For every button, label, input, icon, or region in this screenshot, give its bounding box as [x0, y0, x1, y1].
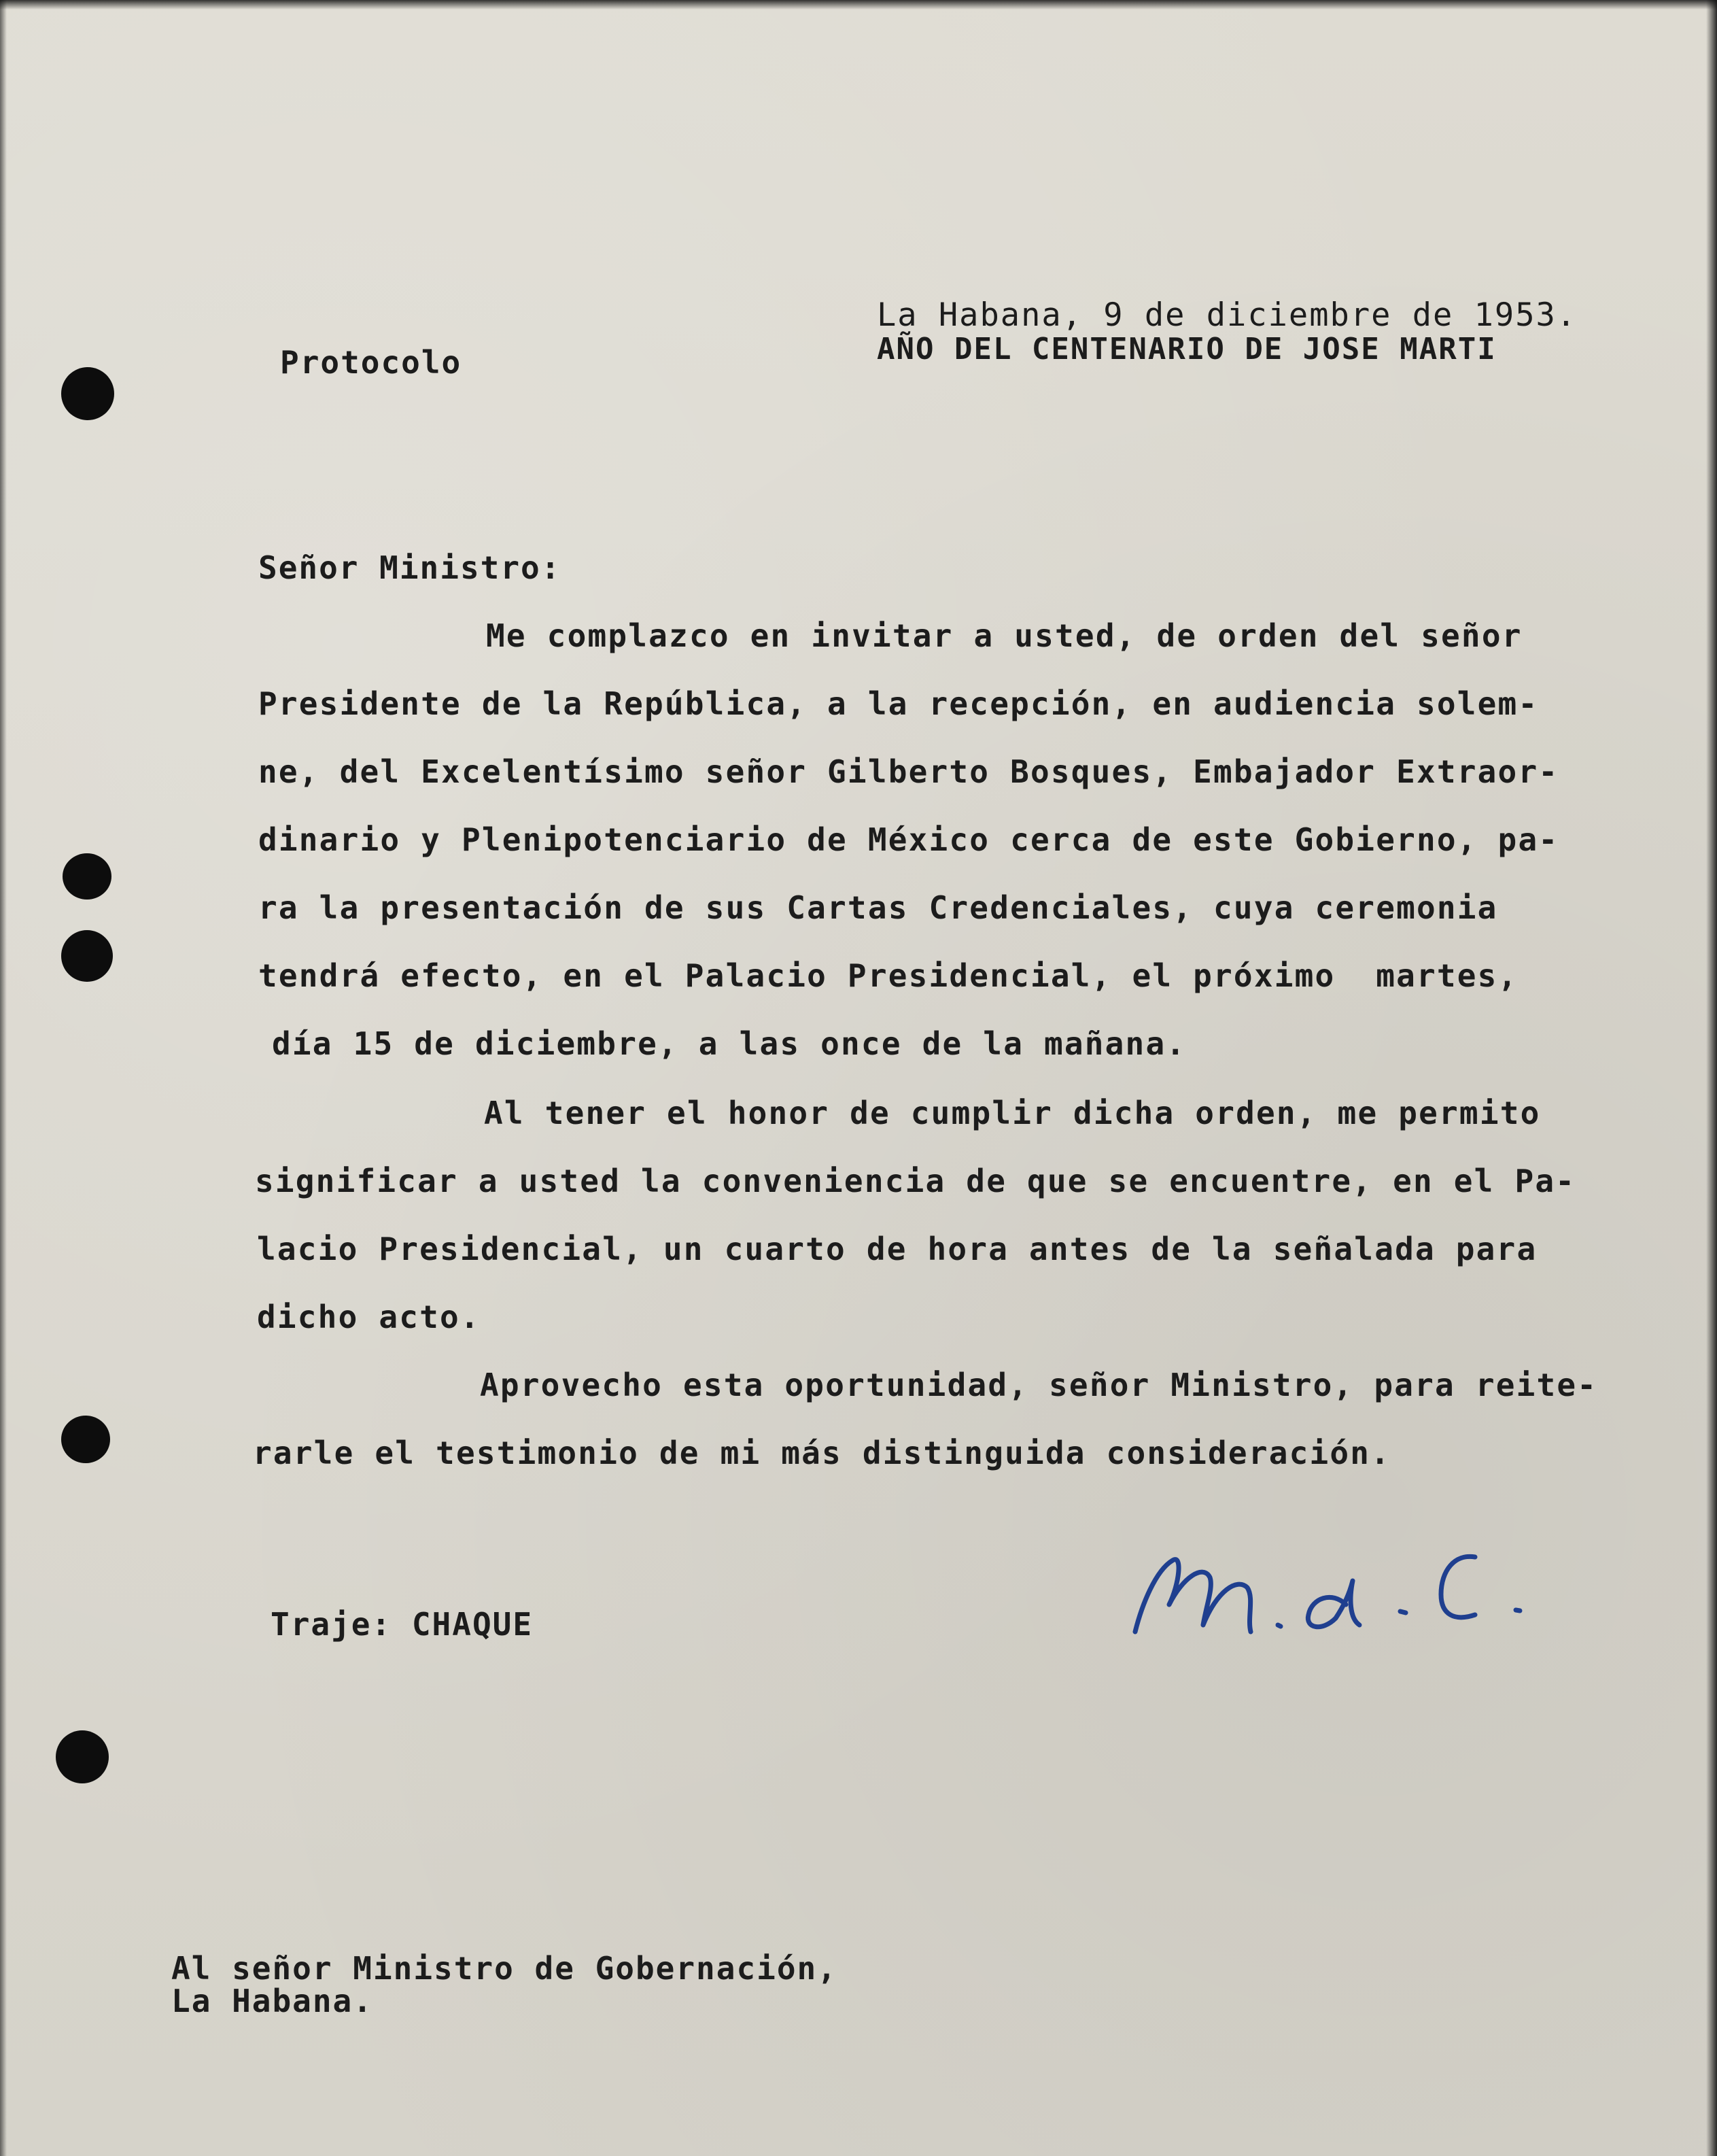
body-line: Aprovecho esta oportunidad, señor Ministro, para reite-	[480, 1367, 1598, 1403]
handwritten-signature	[1122, 1530, 1597, 1645]
signature-ink	[1135, 1556, 1520, 1632]
body-line: Al tener el honor de cumplir dicha orden, me permito	[484, 1095, 1541, 1131]
body-line: significar a usted la conveniencia de que se encuentre, en el Pa-	[255, 1163, 1576, 1199]
body-line: Presidente de la República, a la recepción, en audiencia solem-	[258, 685, 1539, 722]
department-label: Protocolo	[280, 344, 462, 381]
body-line: rarle el testimonio de mi más distinguida consideración.	[253, 1435, 1391, 1471]
body-line: Me complazco en invitar a usted, de orden del señor	[486, 617, 1523, 654]
body-line: dicho acto.	[257, 1299, 481, 1335]
signature-initials-drawing	[1122, 1530, 1597, 1645]
punch-hole	[61, 930, 113, 982]
body-line: ra la presentación de sus Cartas Credenciales, cuya ceremonia	[258, 889, 1498, 926]
scan-edge-left	[0, 0, 7, 2156]
salutation: Señor Ministro:	[258, 549, 561, 586]
punch-hole	[61, 1416, 110, 1463]
punch-hole	[63, 853, 111, 900]
scan-edge-right	[1706, 0, 1717, 2156]
punch-hole	[56, 1730, 109, 1783]
place-date: La Habana, 9 de diciembre de 1953.	[877, 296, 1578, 334]
body-line: ne, del Excelentísimo señor Gilberto Bosques, Embajador Extraor-	[258, 753, 1559, 790]
year-motto: AÑO DEL CENTENARIO DE JOSE MARTI	[877, 332, 1497, 366]
addressee-line-2: La Habana.	[171, 1983, 373, 2019]
body-line: día 15 de diciembre, a las once de la mañana.	[272, 1025, 1187, 1062]
dress-code: Traje: CHAQUE	[271, 1606, 534, 1643]
body-line: dinario y Plenipotenciario de México cerca de este Gobierno, pa-	[258, 821, 1559, 858]
scan-edge-top	[0, 0, 1717, 10]
body-line: tendrá efecto, en el Palacio Presidencial, el próximo martes,	[258, 957, 1519, 994]
punch-hole	[61, 367, 114, 420]
body-line: lacio Presidencial, un cuarto de hora antes de la señalada para	[257, 1231, 1538, 1267]
addressee-line-1: Al señor Ministro de Gobernación,	[171, 1950, 837, 1987]
